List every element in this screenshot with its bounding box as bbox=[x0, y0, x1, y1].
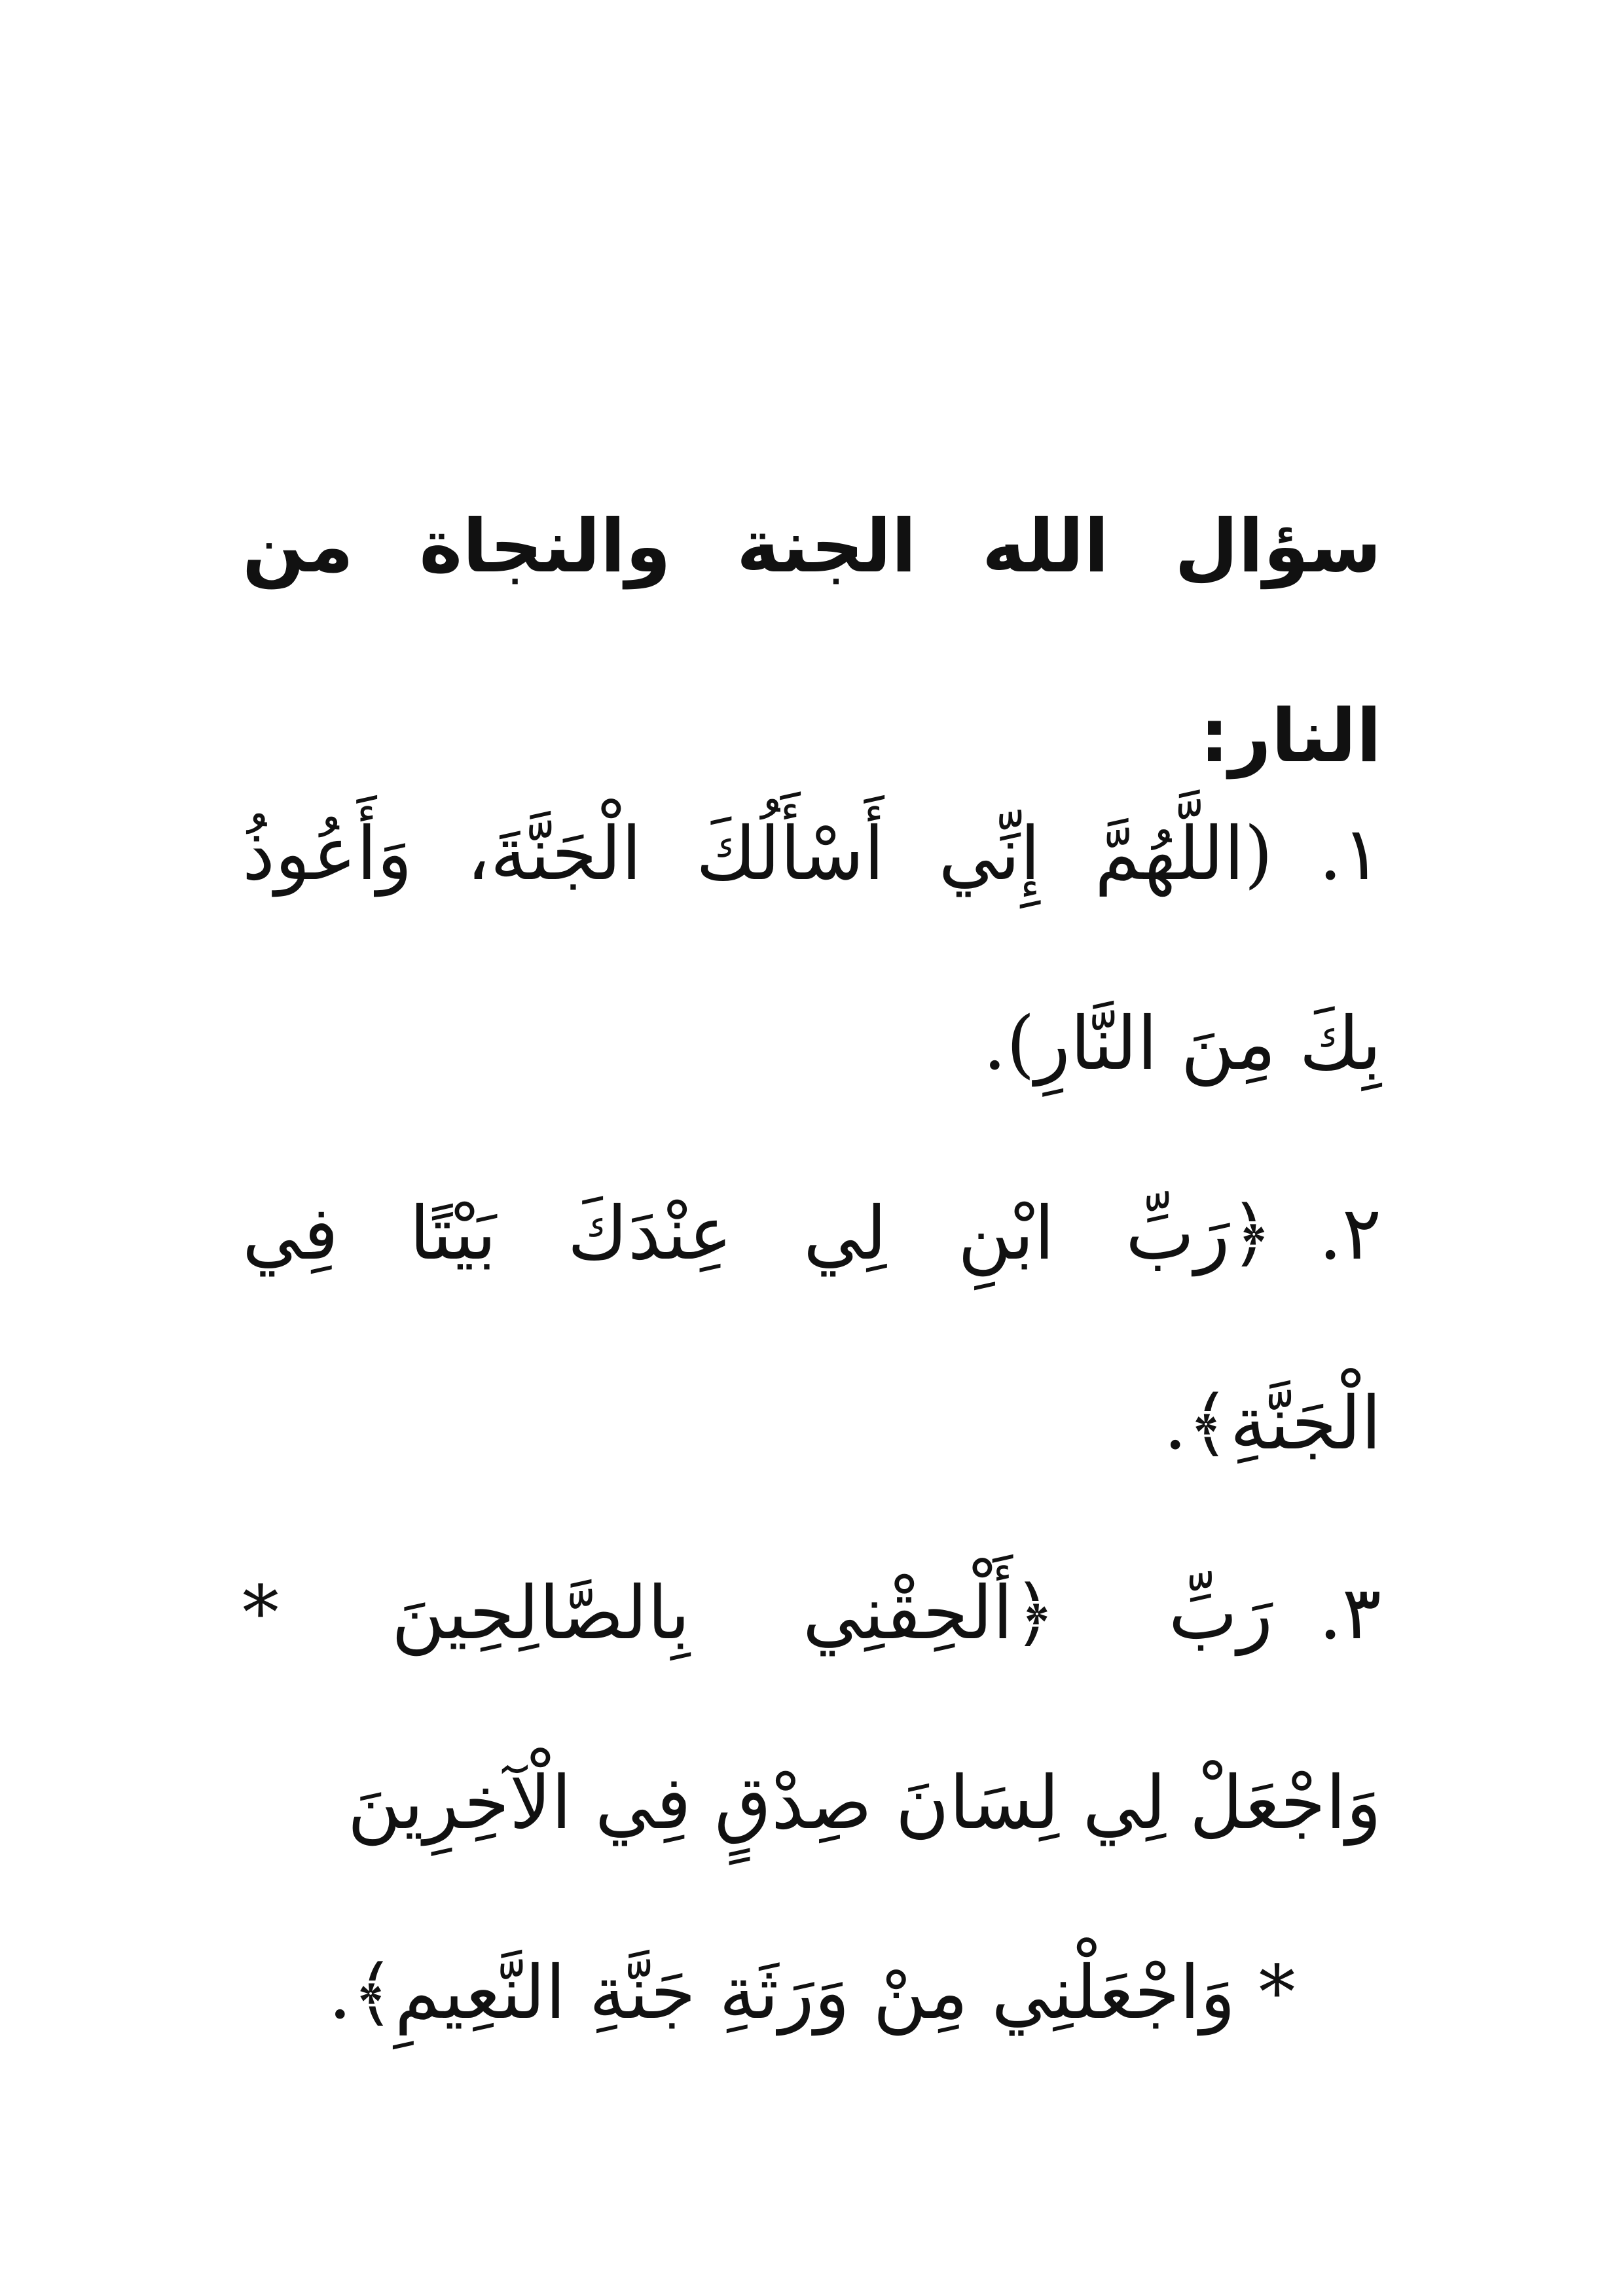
item-text-line-3: * وَاجْعَلْنِي مِنْ وَرَثَةِ جَنَّةِ النَّعِيمِ﴾. bbox=[328, 1950, 1296, 2036]
supplication-item-2 bbox=[242, 1139, 1381, 1518]
item-text-line-2: الْجَنَّةِ﴾. bbox=[1163, 1381, 1381, 1466]
item-text-line-1: رَبِّ ﴿أَلْحِقْنِي بِالصَّالِحِينَ * bbox=[242, 1571, 1273, 1656]
title-line-1: سؤال الله الجنة والنجاة من bbox=[242, 504, 1381, 589]
item-text-line-1: (اللَّهُمَّ إِنِّي أَسْأَلُكَ الْجَنَّةَ، وَأَعُوذُ bbox=[242, 812, 1273, 897]
item-text-line-1: ﴿رَبِّ ابْنِ لِي عِنْدَكَ بَيْتًا فِي bbox=[242, 1191, 1273, 1276]
item-number: ٢. bbox=[1319, 1191, 1381, 1276]
supplication-item-1 bbox=[242, 759, 1381, 1139]
item-text-line-2: وَاجْعَلْ لِي لِسَانَ صِدْقٍ فِي الْآخِرِينَ bbox=[347, 1761, 1381, 1846]
supplication-item-3 bbox=[242, 1518, 1381, 2088]
item-text-line-2: بِكَ مِنَ النَّارِ). bbox=[983, 1001, 1381, 1086]
item-number: ١. bbox=[1319, 812, 1381, 897]
title-line-2: النار: bbox=[1199, 694, 1381, 779]
item-number: ٣. bbox=[1319, 1571, 1381, 1656]
